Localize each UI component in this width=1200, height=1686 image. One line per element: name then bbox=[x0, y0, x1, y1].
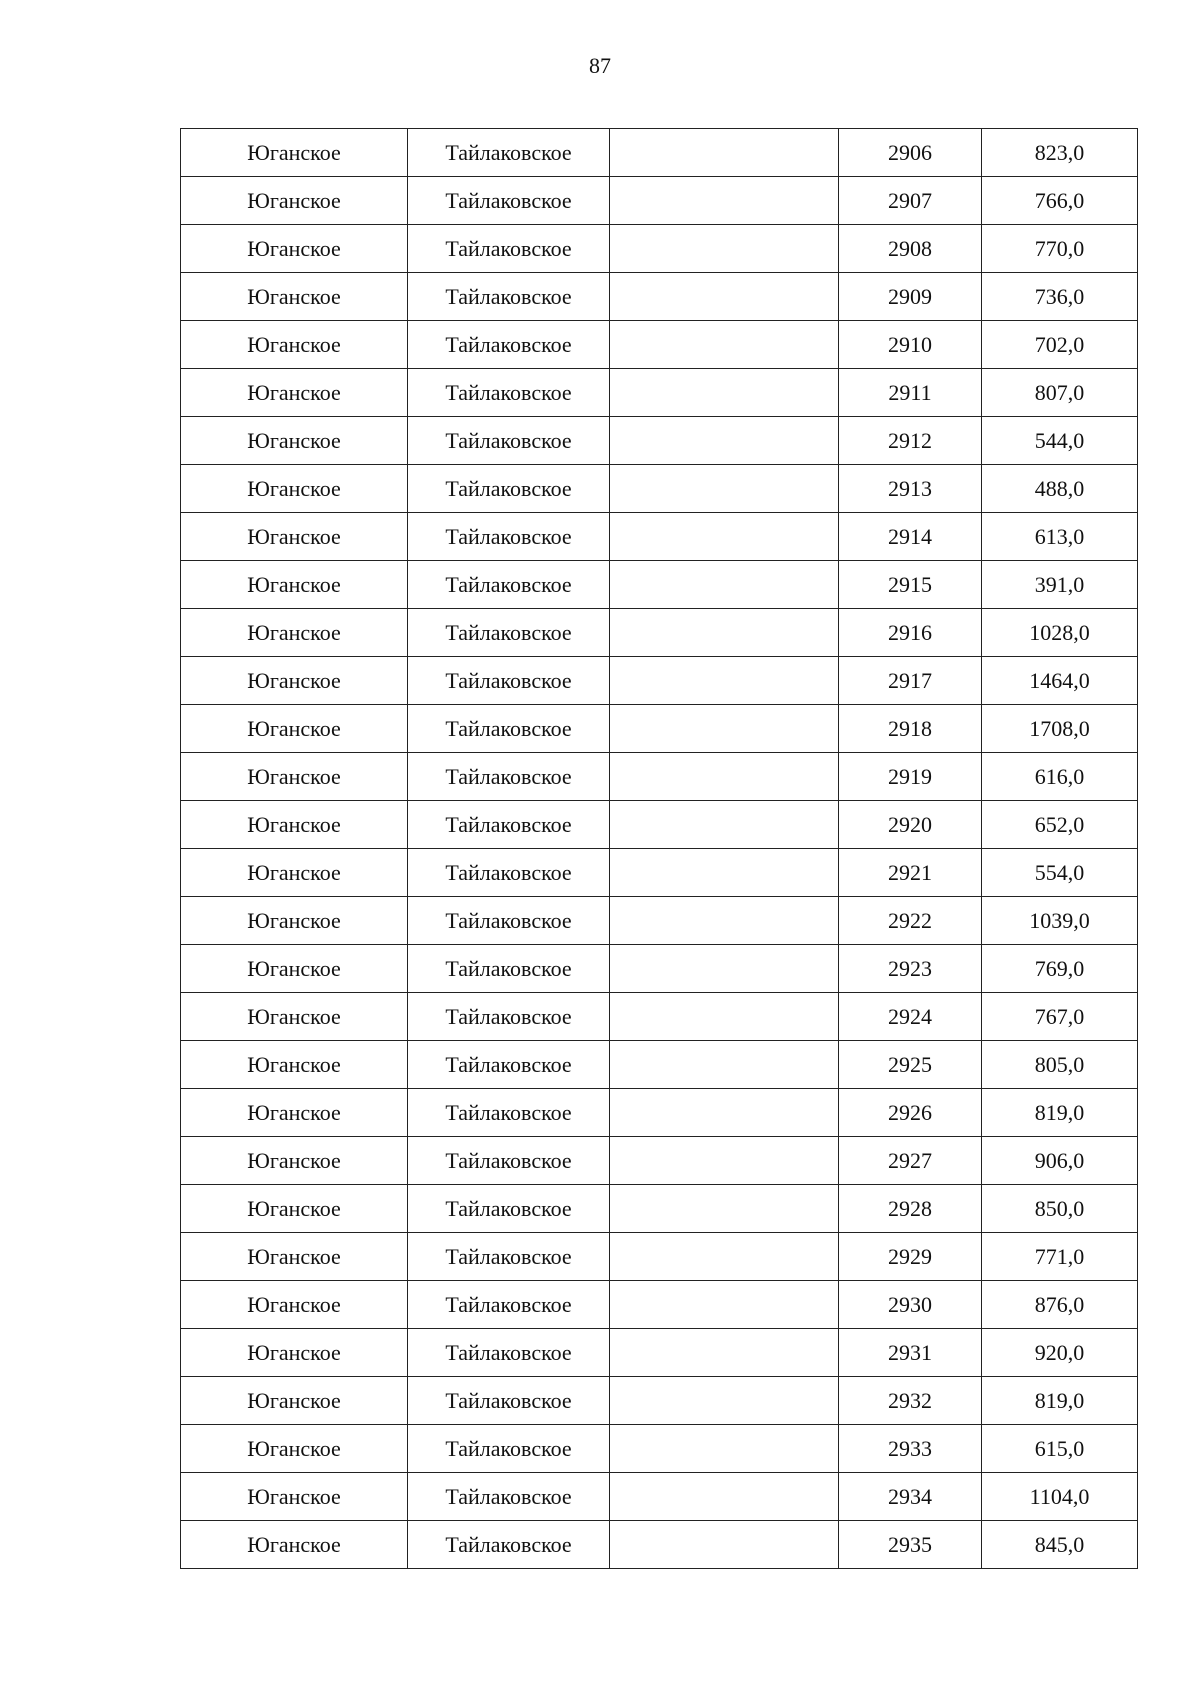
number-cell: 2930 bbox=[839, 1281, 982, 1329]
value-cell: 615,0 bbox=[982, 1425, 1138, 1473]
value-cell: 1104,0 bbox=[982, 1473, 1138, 1521]
field-cell: Тайлаковское bbox=[408, 897, 610, 945]
empty-cell bbox=[610, 1185, 839, 1233]
region-cell: Юганское bbox=[181, 945, 408, 993]
table-row bbox=[181, 1473, 1138, 1521]
field-cell: Тайлаковское bbox=[408, 1041, 610, 1089]
field-cell: Тайлаковское bbox=[408, 609, 610, 657]
empty-cell bbox=[610, 849, 839, 897]
number-cell: 2909 bbox=[839, 273, 982, 321]
number-cell: 2911 bbox=[839, 369, 982, 417]
field-cell: Тайлаковское bbox=[408, 417, 610, 465]
table-row bbox=[181, 225, 1138, 273]
value-cell: 819,0 bbox=[982, 1377, 1138, 1425]
number-cell: 2925 bbox=[839, 1041, 982, 1089]
table-row bbox=[181, 1185, 1138, 1233]
empty-cell bbox=[610, 1137, 839, 1185]
empty-cell bbox=[610, 609, 839, 657]
empty-cell bbox=[610, 273, 839, 321]
value-cell: 766,0 bbox=[982, 177, 1138, 225]
table-row bbox=[181, 417, 1138, 465]
number-cell: 2916 bbox=[839, 609, 982, 657]
value-cell: 770,0 bbox=[982, 225, 1138, 273]
field-cell: Тайлаковское bbox=[408, 561, 610, 609]
table-row bbox=[181, 897, 1138, 945]
value-cell: 819,0 bbox=[982, 1089, 1138, 1137]
table-body bbox=[181, 129, 1138, 1569]
value-cell: 920,0 bbox=[982, 1329, 1138, 1377]
field-cell: Тайлаковское bbox=[408, 1137, 610, 1185]
value-cell: 767,0 bbox=[982, 993, 1138, 1041]
empty-cell bbox=[610, 945, 839, 993]
table-row bbox=[181, 1329, 1138, 1377]
value-cell: 1464,0 bbox=[982, 657, 1138, 705]
empty-cell bbox=[610, 513, 839, 561]
field-cell: Тайлаковское bbox=[408, 513, 610, 561]
number-cell: 2912 bbox=[839, 417, 982, 465]
field-cell: Тайлаковское bbox=[408, 945, 610, 993]
number-cell: 2921 bbox=[839, 849, 982, 897]
region-cell: Юганское bbox=[181, 1041, 408, 1089]
region-cell: Юганское bbox=[181, 1329, 408, 1377]
region-cell: Юганское bbox=[181, 657, 408, 705]
number-cell: 2917 bbox=[839, 657, 982, 705]
region-cell: Юганское bbox=[181, 129, 408, 177]
empty-cell bbox=[610, 1377, 839, 1425]
region-cell: Юганское bbox=[181, 1377, 408, 1425]
value-cell: 1039,0 bbox=[982, 897, 1138, 945]
empty-cell bbox=[610, 1473, 839, 1521]
number-cell: 2923 bbox=[839, 945, 982, 993]
data-table bbox=[180, 128, 1138, 1569]
table-row bbox=[181, 513, 1138, 561]
field-cell: Тайлаковское bbox=[408, 705, 610, 753]
value-cell: 613,0 bbox=[982, 513, 1138, 561]
empty-cell bbox=[610, 897, 839, 945]
empty-cell bbox=[610, 177, 839, 225]
field-cell: Тайлаковское bbox=[408, 1377, 610, 1425]
value-cell: 845,0 bbox=[982, 1521, 1138, 1569]
region-cell: Юганское bbox=[181, 849, 408, 897]
value-cell: 769,0 bbox=[982, 945, 1138, 993]
region-cell: Юганское bbox=[181, 1473, 408, 1521]
table-row bbox=[181, 945, 1138, 993]
table-row bbox=[181, 1377, 1138, 1425]
field-cell: Тайлаковское bbox=[408, 1521, 610, 1569]
table-row bbox=[181, 273, 1138, 321]
table-row bbox=[181, 1281, 1138, 1329]
region-cell: Юганское bbox=[181, 753, 408, 801]
value-cell: 805,0 bbox=[982, 1041, 1138, 1089]
number-cell: 2932 bbox=[839, 1377, 982, 1425]
empty-cell bbox=[610, 993, 839, 1041]
field-cell: Тайлаковское bbox=[408, 849, 610, 897]
field-cell: Тайлаковское bbox=[408, 129, 610, 177]
field-cell: Тайлаковское bbox=[408, 1473, 610, 1521]
field-cell: Тайлаковское bbox=[408, 993, 610, 1041]
table-row bbox=[181, 657, 1138, 705]
field-cell: Тайлаковское bbox=[408, 225, 610, 273]
table-row bbox=[181, 465, 1138, 513]
table-row bbox=[181, 849, 1138, 897]
value-cell: 807,0 bbox=[982, 369, 1138, 417]
table-row bbox=[181, 1521, 1138, 1569]
field-cell: Тайлаковское bbox=[408, 321, 610, 369]
field-cell: Тайлаковское bbox=[408, 369, 610, 417]
value-cell: 1028,0 bbox=[982, 609, 1138, 657]
empty-cell bbox=[610, 561, 839, 609]
value-cell: 736,0 bbox=[982, 273, 1138, 321]
table-row bbox=[181, 801, 1138, 849]
region-cell: Юганское bbox=[181, 225, 408, 273]
value-cell: 771,0 bbox=[982, 1233, 1138, 1281]
empty-cell bbox=[610, 1233, 839, 1281]
region-cell: Юганское bbox=[181, 465, 408, 513]
value-cell: 850,0 bbox=[982, 1185, 1138, 1233]
region-cell: Юганское bbox=[181, 1281, 408, 1329]
number-cell: 2927 bbox=[839, 1137, 982, 1185]
region-cell: Юганское bbox=[181, 273, 408, 321]
field-cell: Тайлаковское bbox=[408, 465, 610, 513]
empty-cell bbox=[610, 417, 839, 465]
number-cell: 2933 bbox=[839, 1425, 982, 1473]
number-cell: 2913 bbox=[839, 465, 982, 513]
value-cell: 823,0 bbox=[982, 129, 1138, 177]
table-row bbox=[181, 753, 1138, 801]
region-cell: Юганское bbox=[181, 1089, 408, 1137]
table-row bbox=[181, 129, 1138, 177]
table-row bbox=[181, 1233, 1138, 1281]
region-cell: Юганское bbox=[181, 369, 408, 417]
empty-cell bbox=[610, 753, 839, 801]
value-cell: 391,0 bbox=[982, 561, 1138, 609]
table-row bbox=[181, 369, 1138, 417]
empty-cell bbox=[610, 129, 839, 177]
region-cell: Юганское bbox=[181, 705, 408, 753]
field-cell: Тайлаковское bbox=[408, 1185, 610, 1233]
value-cell: 1708,0 bbox=[982, 705, 1138, 753]
number-cell: 2910 bbox=[839, 321, 982, 369]
field-cell: Тайлаковское bbox=[408, 657, 610, 705]
region-cell: Юганское bbox=[181, 513, 408, 561]
table-row bbox=[181, 321, 1138, 369]
value-cell: 876,0 bbox=[982, 1281, 1138, 1329]
number-cell: 2924 bbox=[839, 993, 982, 1041]
number-cell: 2906 bbox=[839, 129, 982, 177]
number-cell: 2931 bbox=[839, 1329, 982, 1377]
value-cell: 906,0 bbox=[982, 1137, 1138, 1185]
number-cell: 2918 bbox=[839, 705, 982, 753]
page-number: 87 bbox=[589, 53, 611, 78]
empty-cell bbox=[610, 705, 839, 753]
region-cell: Юганское bbox=[181, 1185, 408, 1233]
region-cell: Юганское bbox=[181, 609, 408, 657]
number-cell: 2908 bbox=[839, 225, 982, 273]
field-cell: Тайлаковское bbox=[408, 1425, 610, 1473]
table-row bbox=[181, 561, 1138, 609]
empty-cell bbox=[610, 321, 839, 369]
value-cell: 652,0 bbox=[982, 801, 1138, 849]
empty-cell bbox=[610, 657, 839, 705]
table-row bbox=[181, 1041, 1138, 1089]
value-cell: 488,0 bbox=[982, 465, 1138, 513]
region-cell: Юганское bbox=[181, 1137, 408, 1185]
region-cell: Юганское bbox=[181, 801, 408, 849]
number-cell: 2935 bbox=[839, 1521, 982, 1569]
empty-cell bbox=[610, 1281, 839, 1329]
table-row bbox=[181, 705, 1138, 753]
value-cell: 554,0 bbox=[982, 849, 1138, 897]
number-cell: 2926 bbox=[839, 1089, 982, 1137]
empty-cell bbox=[610, 225, 839, 273]
table-row bbox=[181, 993, 1138, 1041]
region-cell: Юганское bbox=[181, 177, 408, 225]
field-cell: Тайлаковское bbox=[408, 1089, 610, 1137]
region-cell: Юганское bbox=[181, 993, 408, 1041]
region-cell: Юганское bbox=[181, 561, 408, 609]
value-cell: 616,0 bbox=[982, 753, 1138, 801]
number-cell: 2914 bbox=[839, 513, 982, 561]
empty-cell bbox=[610, 1041, 839, 1089]
number-cell: 2919 bbox=[839, 753, 982, 801]
value-cell: 702,0 bbox=[982, 321, 1138, 369]
table-row bbox=[181, 1137, 1138, 1185]
number-cell: 2920 bbox=[839, 801, 982, 849]
region-cell: Юганское bbox=[181, 1425, 408, 1473]
empty-cell bbox=[610, 369, 839, 417]
region-cell: Юганское bbox=[181, 1521, 408, 1569]
empty-cell bbox=[610, 1329, 839, 1377]
empty-cell bbox=[610, 1425, 839, 1473]
number-cell: 2934 bbox=[839, 1473, 982, 1521]
table-row bbox=[181, 1425, 1138, 1473]
table-row bbox=[181, 609, 1138, 657]
number-cell: 2929 bbox=[839, 1233, 982, 1281]
empty-cell bbox=[610, 465, 839, 513]
field-cell: Тайлаковское bbox=[408, 1233, 610, 1281]
field-cell: Тайлаковское bbox=[408, 1329, 610, 1377]
field-cell: Тайлаковское bbox=[408, 753, 610, 801]
number-cell: 2922 bbox=[839, 897, 982, 945]
field-cell: Тайлаковское bbox=[408, 177, 610, 225]
empty-cell bbox=[610, 801, 839, 849]
field-cell: Тайлаковское bbox=[408, 801, 610, 849]
region-cell: Юганское bbox=[181, 321, 408, 369]
region-cell: Юганское bbox=[181, 1233, 408, 1281]
region-cell: Юганское bbox=[181, 897, 408, 945]
value-cell: 544,0 bbox=[982, 417, 1138, 465]
field-cell: Тайлаковское bbox=[408, 1281, 610, 1329]
empty-cell bbox=[610, 1521, 839, 1569]
empty-cell bbox=[610, 1089, 839, 1137]
number-cell: 2928 bbox=[839, 1185, 982, 1233]
number-cell: 2915 bbox=[839, 561, 982, 609]
region-cell: Юганское bbox=[181, 417, 408, 465]
number-cell: 2907 bbox=[839, 177, 982, 225]
table-row bbox=[181, 1089, 1138, 1137]
field-cell: Тайлаковское bbox=[408, 273, 610, 321]
table-row bbox=[181, 177, 1138, 225]
